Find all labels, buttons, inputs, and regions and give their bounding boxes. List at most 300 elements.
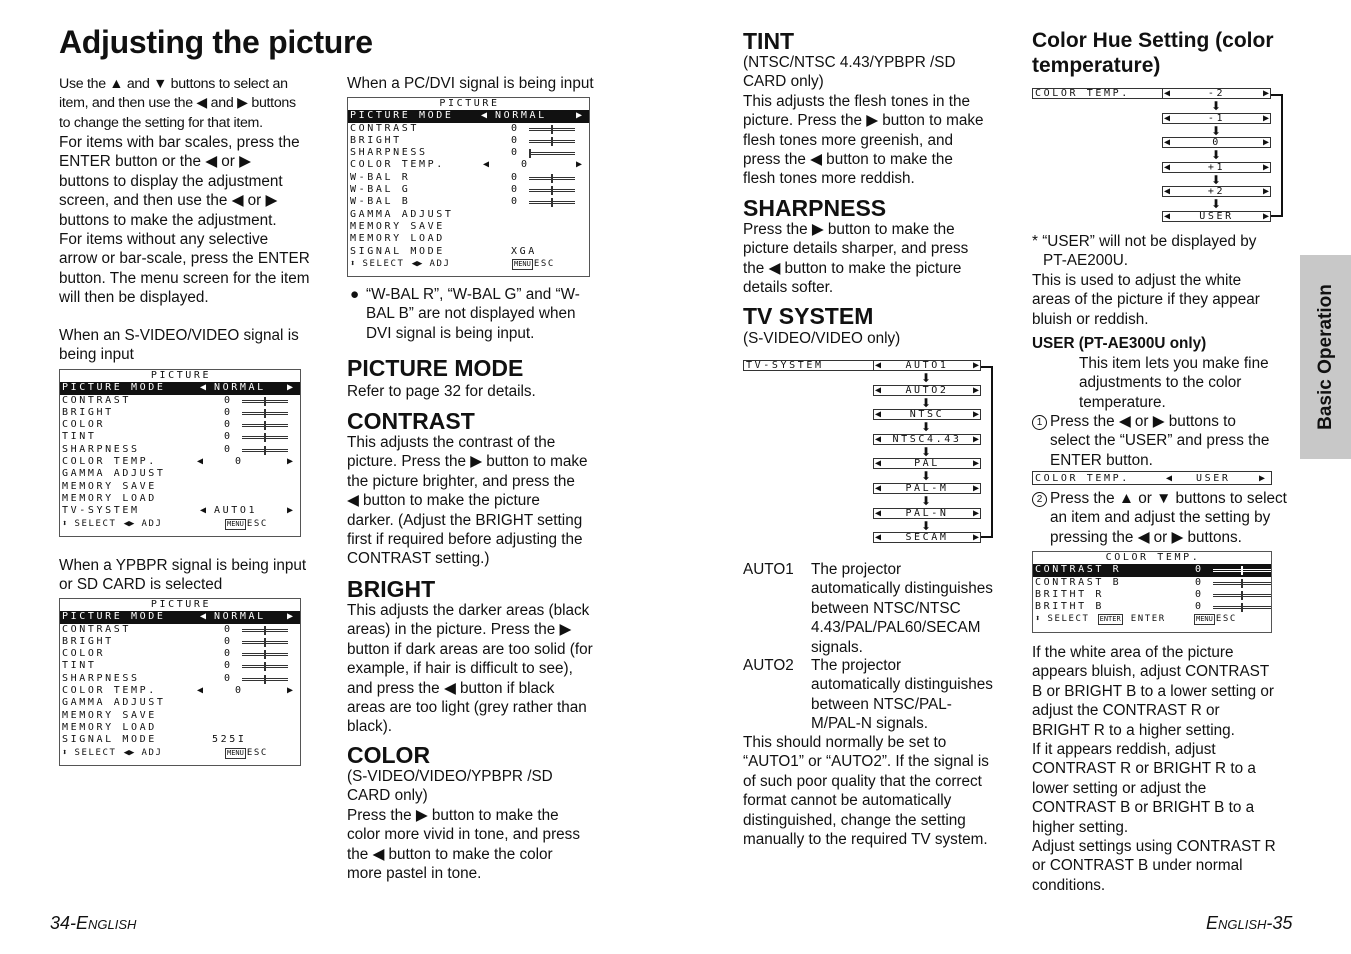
left-arrow-icon: ◀: [875, 532, 882, 544]
tint-text-line: CARD only): [743, 73, 824, 91]
osd-row-label: SHARPNESS: [62, 672, 140, 684]
osd-slider[interactable]: [242, 424, 288, 427]
tv-text-line: of such poor quality that the correct: [743, 772, 982, 790]
osd-footer: [1033, 613, 1271, 625]
osd-row[interactable]: [60, 660, 300, 672]
osd-row-label: SHARPNESS: [350, 147, 428, 159]
osd-footer-esc: ESC: [246, 518, 268, 529]
osd-title: PICTURE: [150, 370, 212, 381]
color-hue-adjust-text-line: CONTRAST R or BRIGHT R to a: [1032, 760, 1256, 778]
osd-row-label: GAMMA ADJUST: [62, 468, 166, 480]
osd-row-value: 0: [224, 660, 233, 672]
osd-slider[interactable]: [1213, 569, 1271, 572]
color-hue-heading-line: temperature): [1032, 54, 1161, 77]
right-arrow-icon: ▶: [287, 456, 294, 468]
intro-line: arrow or bar-scale, press the ENTER: [59, 250, 310, 268]
tint-text-line: flesh tones more greenish, and: [743, 131, 954, 149]
osd-slider[interactable]: [1213, 582, 1271, 585]
osd-row[interactable]: [348, 123, 589, 135]
osd-slider-handle[interactable]: [551, 186, 553, 195]
intro-line: screen, and then use the ◀ or ▶: [59, 192, 278, 210]
svideo-caption-line: being input: [59, 346, 134, 364]
osd-row[interactable]: [60, 611, 300, 623]
osd-row-value: 0: [235, 456, 244, 468]
osd-slider[interactable]: [529, 189, 575, 192]
auto2-def-line: The projector: [811, 657, 902, 674]
right-arrow-icon: ▶: [576, 110, 583, 122]
osd-row[interactable]: [60, 431, 300, 443]
tv-text-line: “AUTO1” or “AUTO2”. If the signal is: [743, 753, 989, 771]
osd-row[interactable]: [60, 395, 300, 407]
step1-text-line: ENTER button.: [1050, 451, 1153, 469]
wbal-note-line: BAL B” are not displayed when: [366, 305, 576, 323]
osd-row-value: 0: [224, 394, 233, 406]
osd-slider-handle[interactable]: [264, 421, 266, 430]
contrast-text-line: ◀ button to make the picture: [347, 492, 540, 510]
enter-icon: ENTER: [1099, 615, 1121, 624]
osd-footer-enter: ENTER: [1130, 614, 1166, 625]
osd-row-label: TV-SYSTEM: [62, 505, 140, 517]
color-temp-option-label: USER: [1199, 211, 1234, 222]
user-heading: USER (PT-AE300U only): [1032, 335, 1207, 352]
osd-row-label: COLOR TEMP.: [62, 456, 157, 468]
osd-row-value: XGA: [511, 245, 537, 257]
osd-slider-handle[interactable]: [264, 675, 266, 684]
osd-slider[interactable]: [242, 412, 288, 415]
osd-row-label: PICTURE MODE: [62, 382, 166, 394]
up-down-icon: ⬍: [62, 518, 68, 529]
osd-slider[interactable]: [242, 641, 288, 644]
left-arrow-icon: ◀: [197, 685, 204, 697]
right-arrow-icon: ▶: [972, 532, 979, 544]
sharpness-text-line: details softer.: [743, 279, 834, 297]
picture-mode-text: Refer to page 32 for details.: [347, 383, 536, 400]
osd-slider[interactable]: [529, 152, 575, 155]
osd-footer: [60, 747, 300, 759]
color-temp-option[interactable]: [1162, 186, 1271, 197]
osd-row[interactable]: [348, 147, 589, 159]
osd-row[interactable]: [348, 135, 589, 147]
osd-row-label: GAMMA ADJUST: [350, 208, 454, 220]
down-arrow-icon: ⬇: [921, 444, 932, 459]
down-arrow-icon: ⬇: [1211, 123, 1222, 138]
osd-slider-handle[interactable]: [529, 149, 531, 158]
up-down-icon: ⬍: [1035, 614, 1041, 625]
tint-text-line: flesh tones more reddish.: [743, 170, 915, 188]
osd-slider-handle[interactable]: [264, 409, 266, 418]
left-arrow-icon: ◀: [875, 360, 882, 371]
osd-slider-handle[interactable]: [264, 446, 266, 455]
color-hue-adjust-text-line: BRIGHT R to a higher setting.: [1032, 721, 1235, 739]
menu-icon: MENU: [227, 519, 244, 528]
right-arrow-icon: ▶: [1262, 88, 1269, 99]
left-arrow-icon: ◀: [875, 409, 882, 421]
contrast-text-line: darker. (Adjust the BRIGHT setting: [347, 511, 583, 529]
sharpness-text-line: Press the ▶ button to make the: [743, 221, 955, 238]
intro-small-line: item, and then use the ◀ and ▶ buttons: [59, 95, 296, 112]
wbal-note: [366, 285, 580, 343]
osd-row-label: BRITHT R: [1035, 588, 1104, 600]
osd-row[interactable]: [348, 159, 589, 171]
wbal-note-line: “W-BAL R”, “W-BAL G” and “W-: [366, 286, 580, 303]
osd-row[interactable]: [60, 636, 300, 648]
bright-text: [347, 601, 593, 737]
auto2-def-line: between NTSC/PAL-: [811, 695, 952, 713]
osd-slider[interactable]: [1213, 594, 1271, 597]
osd-row-label: MEMORY LOAD: [62, 721, 157, 733]
tv-system-option-label: NTSC4.43: [892, 433, 962, 445]
auto1-def-line: between NTSC/NTSC: [811, 599, 961, 617]
color-hue-adjust-text-line: If it appears reddish, adjust: [1032, 741, 1216, 759]
user-note: [1032, 232, 1256, 271]
color-text-line: color more vivid in tone, and press: [347, 826, 580, 844]
color-hue-adjust-text-line: adjust the CONTRAST R or: [1032, 702, 1220, 720]
color-hue-adjust-text-line: CONTRAST B or BRIGHT B to a: [1032, 799, 1255, 817]
osd-slider[interactable]: [1213, 606, 1271, 609]
tv-system-option-label: PAL-N: [905, 507, 949, 519]
osd-footer-select: SELECT: [74, 518, 117, 529]
osd-row-value: 0: [224, 406, 233, 418]
osd-slider[interactable]: [242, 449, 288, 452]
color-text: [347, 767, 580, 883]
osd-footer: [348, 258, 589, 270]
step1-osd-bar: [1032, 471, 1272, 485]
osd-slider[interactable]: [242, 665, 288, 668]
side-tab: [1300, 255, 1351, 459]
down-arrow-icon: ⬇: [1211, 148, 1222, 163]
loop-bracket: [1271, 94, 1283, 217]
intro-small-line: to change the setting for that item.: [59, 114, 263, 131]
tv-system-option-label: PAL: [914, 458, 940, 470]
left-right-icon: ◀▶: [123, 518, 135, 529]
osd-slider-handle[interactable]: [264, 662, 266, 671]
left-arrow-icon: ◀: [1166, 473, 1173, 484]
left-arrow-icon: ◀: [875, 458, 882, 470]
osd-row[interactable]: [348, 172, 589, 184]
auto2-def-line: M/PAL-N signals.: [811, 715, 929, 733]
right-arrow-icon: ▶: [287, 611, 294, 623]
color-hue-adjust-text-line: appears bluish, adjust CONTRAST: [1032, 663, 1270, 681]
auto2-term: AUTO2: [743, 657, 794, 674]
osd-slider-handle[interactable]: [551, 198, 553, 207]
osd-row[interactable]: [1033, 564, 1271, 576]
osd-row[interactable]: [348, 221, 589, 233]
color-text-line: more pastel in tone.: [347, 865, 482, 883]
bullet-icon: ●: [350, 286, 360, 303]
osd-row[interactable]: [348, 184, 589, 196]
color-heading: COLOR: [347, 742, 431, 768]
osd-row-value: 0: [224, 443, 233, 455]
tv-system-heading: TV SYSTEM: [743, 303, 874, 329]
color-hue-text: [1032, 271, 1260, 329]
user-text: [1079, 354, 1269, 412]
right-arrow-icon: ▶: [287, 382, 294, 394]
bright-text-line: areas are too light (grey rather than: [347, 699, 587, 717]
bright-heading: BRIGHT: [347, 576, 436, 602]
tv-system-option[interactable]: [873, 483, 981, 494]
osd-slider[interactable]: [242, 400, 288, 403]
left-arrow-icon: ◀: [1164, 137, 1171, 149]
tint-text: [743, 53, 984, 189]
color-text-line: the ◀ button to make the color: [347, 845, 553, 863]
osd-row[interactable]: [60, 697, 300, 709]
osd-row[interactable]: [60, 710, 300, 722]
up-down-icon: ⬍: [62, 747, 68, 758]
contrast-text-line: picture. Press the ▶ button to make: [347, 453, 588, 471]
osd-footer-select: SELECT: [362, 258, 405, 269]
osd-row-label: PICTURE MODE: [350, 110, 454, 122]
right-arrow-icon: ▶: [1262, 112, 1269, 124]
color-temp-option-label: 0: [1212, 137, 1221, 149]
osd-row-value: NORMAL: [214, 611, 266, 623]
step1-text: [1050, 412, 1269, 470]
tint-heading: TINT: [743, 28, 795, 54]
step2-circle: 2: [1032, 492, 1047, 507]
svideo-caption: [59, 326, 299, 365]
osd-footer-adj: ADJ: [141, 518, 163, 529]
sharpness-text-line: the ◀ button to make the picture: [743, 259, 962, 277]
auto2-def-line: automatically distinguishes: [811, 676, 993, 694]
step1-text-line: Press the ◀ or ▶ buttons to: [1050, 413, 1236, 430]
bright-text-line: and press the ◀ button if black: [347, 679, 555, 697]
osd-row[interactable]: [60, 468, 300, 480]
intro-line: will then be displayed.: [59, 289, 209, 307]
osd-row[interactable]: [60, 481, 300, 493]
color-temp-option-label: +1: [1207, 161, 1226, 173]
tv-system-option-label: AUTO2: [905, 384, 949, 396]
wbal-note-line: DVI signal is being input.: [366, 324, 535, 342]
auto1-def-line: automatically distinguishes: [811, 580, 993, 598]
tv-system-option[interactable]: [873, 508, 981, 519]
osd-slider[interactable]: [242, 436, 288, 439]
osd-row-label: BRIGHT: [350, 134, 402, 146]
osd-row-value: NORMAL: [495, 110, 547, 122]
color-temp-option[interactable]: [1162, 211, 1271, 222]
right-arrow-icon: ▶: [1259, 473, 1266, 484]
osd-slider[interactable]: [242, 629, 288, 632]
tv-system-option[interactable]: [873, 360, 981, 371]
osd-row[interactable]: [60, 444, 300, 456]
left-arrow-icon: ◀: [875, 433, 882, 445]
loop-bracket: [981, 366, 993, 538]
osd-footer-adj: ADJ: [429, 258, 451, 269]
osd-footer-esc: ESC: [533, 258, 555, 269]
color-hue-text-line: This is used to adjust the white: [1032, 272, 1242, 289]
osd-slider-handle[interactable]: [1241, 591, 1243, 600]
osd-row-value: 0: [224, 419, 233, 431]
osd-slider[interactable]: [242, 678, 288, 681]
osd-row[interactable]: [60, 624, 300, 636]
osd-menu-color-temp: [1032, 551, 1272, 633]
color-hue-adjust-text-line: lower setting or adjust the: [1032, 779, 1207, 797]
osd-row-label: MEMORY SAVE: [62, 480, 157, 492]
color-hue-text-line: bluish or reddish.: [1032, 310, 1149, 328]
color-temp-option[interactable]: [1162, 113, 1271, 124]
osd-row[interactable]: [60, 648, 300, 660]
up-down-icon: ⬍: [350, 258, 356, 269]
color-temp-diagram: [1032, 86, 1292, 224]
osd-row-label: CONTRAST: [62, 394, 131, 406]
osd-title: PICTURE: [150, 599, 212, 610]
osd-row-label: CONTRAST B: [1035, 576, 1122, 588]
osd-row[interactable]: [1033, 589, 1271, 601]
left-arrow-icon: ◀: [481, 110, 488, 122]
down-arrow-icon: ⬇: [1211, 99, 1222, 113]
osd-slider[interactable]: [242, 653, 288, 656]
tv-text-line: This should normally be set to: [743, 734, 947, 751]
osd-row[interactable]: [60, 734, 300, 746]
osd-slider-handle[interactable]: [1241, 603, 1243, 612]
osd-row-label: CONTRAST: [62, 623, 131, 635]
osd-row-value: 0: [235, 685, 244, 697]
sharpness-heading: SHARPNESS: [743, 195, 887, 221]
step2-text-line: pressing the ◀ or ▶ buttons.: [1050, 528, 1242, 546]
color-hue-adjust-text-line: If the white area of the picture: [1032, 644, 1234, 661]
osd-title: PICTURE: [439, 98, 500, 109]
color-text-line: CARD only): [347, 787, 428, 805]
menu-icon: MENU: [514, 259, 531, 268]
osd-slider-handle[interactable]: [264, 626, 266, 635]
auto1-def-line: The projector: [811, 561, 902, 578]
step1-circle: 1: [1032, 415, 1047, 430]
osd-slider[interactable]: [529, 201, 575, 204]
osd-slider-handle[interactable]: [1241, 579, 1243, 588]
osd-row-label: COLOR: [62, 419, 106, 431]
osd-row-value: 0: [1195, 601, 1204, 613]
step1-osd-box: [1032, 471, 1272, 485]
intro-line: For items without any selective: [59, 231, 269, 249]
down-arrow-icon: ⬇: [921, 469, 932, 484]
osd-slider[interactable]: [529, 140, 575, 143]
step2-number: [1032, 489, 1049, 508]
tv-system-option[interactable]: [873, 434, 981, 445]
osd-slider-handle[interactable]: [551, 137, 553, 146]
right-arrow-icon: ▶: [972, 384, 979, 396]
osd-row[interactable]: [348, 233, 589, 245]
osd-slider-handle[interactable]: [264, 433, 266, 442]
tint-text-line: This adjusts the flesh tones in the: [743, 92, 971, 110]
right-arrow-icon: ▶: [576, 159, 583, 171]
osd-slider-handle[interactable]: [551, 174, 553, 183]
step2-text-line: an item and adjust the setting by: [1050, 509, 1271, 527]
osd-row-label: MEMORY SAVE: [350, 220, 445, 232]
osd-slider[interactable]: [529, 128, 575, 131]
color-text-line: (S-VIDEO/VIDEO/YPBPR /SD: [347, 768, 553, 785]
osd-row[interactable]: [348, 196, 589, 208]
osd-row-label: MEMORY SAVE: [62, 709, 157, 721]
tv-system-option-label: AUTO1: [905, 360, 949, 371]
osd-menu-ypbpr: [59, 598, 301, 766]
osd-slider-handle[interactable]: [1241, 566, 1243, 575]
color-hue-adjust-text-line: Adjust settings using CONTRAST R: [1032, 838, 1276, 856]
user-text-line: adjustments to the color: [1079, 374, 1242, 392]
footer-left: [50, 913, 136, 934]
osd-row[interactable]: [60, 382, 300, 394]
bright-text-line: areas) in the picture. Press the ▶: [347, 621, 572, 639]
osd-row[interactable]: [60, 685, 300, 697]
ypbpr-caption-line: When a YPBPR signal is being input: [59, 557, 307, 574]
osd-footer-select: SELECT: [1047, 614, 1090, 625]
osd-row[interactable]: [60, 493, 300, 505]
color-temp-option[interactable]: [1162, 137, 1271, 148]
tv-text-line: manually to the required TV system.: [743, 831, 988, 849]
osd-row[interactable]: [348, 110, 589, 122]
color-temp-option[interactable]: [1162, 88, 1271, 99]
osd-row[interactable]: [348, 246, 589, 258]
osd-row[interactable]: [60, 407, 300, 419]
tint-text-line: (NTSC/NTSC 4.43/YPBPR /SD: [743, 54, 956, 71]
osd-row[interactable]: [60, 505, 300, 517]
menu-icon: MENU: [227, 748, 244, 757]
osd-footer-adj: ADJ: [141, 747, 163, 758]
step1-text-line: select the “USER” and press the: [1050, 432, 1270, 450]
osd-row-label: W-BAL G: [350, 184, 411, 196]
tv-system-option[interactable]: [873, 385, 981, 396]
osd-row[interactable]: [60, 722, 300, 734]
osd-slider-handle[interactable]: [264, 650, 266, 659]
color-hue-adjust-text-line: B or BRIGHT B to a lower setting or: [1032, 682, 1275, 700]
intro-line: buttons to display the adjustment: [59, 172, 283, 190]
tv-system-option[interactable]: [873, 409, 981, 420]
osd-row[interactable]: [60, 673, 300, 685]
osd-row[interactable]: [1033, 601, 1271, 613]
color-temp-option-label: -2: [1207, 88, 1226, 99]
osd-row-value: 0: [511, 184, 520, 196]
down-arrow-icon: ⬇: [1211, 197, 1222, 212]
right-arrow-icon: ▶: [972, 433, 979, 445]
osd-row-value: 0: [511, 196, 520, 208]
osd-slider[interactable]: [529, 177, 575, 180]
osd-row-label: CONTRAST R: [1035, 564, 1122, 576]
osd-row-value: 0: [511, 122, 520, 134]
osd-row-label: PICTURE MODE: [62, 611, 166, 623]
osd-row[interactable]: [60, 419, 300, 431]
auto2-definition: [811, 656, 993, 734]
step2-text-line: Press the ▲ or ▼ buttons to select: [1050, 490, 1287, 507]
osd-row-label: COLOR: [62, 648, 106, 660]
tv-system-option-label: PAL-M: [905, 483, 949, 494]
osd-row[interactable]: [348, 209, 589, 221]
osd-title: COLOR TEMP.: [1105, 552, 1201, 563]
color-hue-adjust-text-line: or CONTRAST B under normal: [1032, 857, 1243, 875]
down-arrow-icon: ⬇: [921, 494, 932, 508]
tv-system-subtitle: (S-VIDEO/VIDEO only): [743, 330, 901, 347]
tv-system-option[interactable]: [873, 458, 981, 469]
intro-small-line: Use the ▲ and ▼ buttons to select an: [59, 76, 288, 92]
osd-slider-handle[interactable]: [264, 397, 266, 406]
step2-text: [1050, 489, 1287, 547]
osd-slider-handle[interactable]: [264, 638, 266, 647]
color-temp-option[interactable]: [1162, 162, 1271, 173]
right-arrow-icon: ▶: [972, 409, 979, 421]
osd-row[interactable]: [60, 456, 300, 468]
color-hue-text-line: areas of the picture if they appear: [1032, 291, 1260, 309]
contrast-text-line: the picture brighter, and press the: [347, 472, 575, 490]
tv-system-option[interactable]: [873, 532, 981, 543]
bright-text-line: button if dark areas are too solid (for: [347, 640, 593, 658]
tv-system-label: TV-SYSTEM: [746, 360, 824, 371]
left-arrow-icon: ◀: [875, 507, 882, 519]
osd-row[interactable]: [1033, 577, 1271, 589]
page-title: Adjusting the picture: [59, 24, 373, 60]
color-temp-label-box: [1032, 88, 1162, 99]
osd-row-value: 0: [511, 147, 520, 159]
right-arrow-icon: ▶: [1262, 137, 1269, 149]
left-right-icon: ◀▶: [411, 258, 423, 269]
osd-row-value: 0: [1195, 564, 1204, 576]
left-arrow-icon: ◀: [875, 384, 882, 396]
osd-slider-handle[interactable]: [551, 125, 553, 134]
